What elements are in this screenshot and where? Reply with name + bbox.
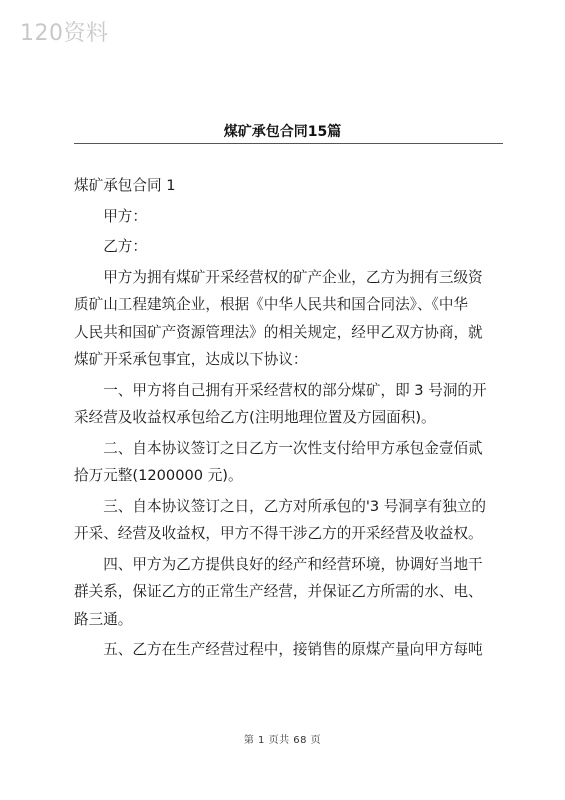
paragraph-line: 群关系，保证乙方的正常生产经营，并保证乙方所需的水、电、 bbox=[74, 583, 483, 600]
paragraph-line: 质矿山工程建筑企业，根据《中华人民共和国合同法》、《中华 bbox=[74, 296, 469, 313]
paragraph-clause-5 bbox=[74, 636, 506, 664]
paragraph-intro bbox=[74, 264, 506, 374]
paragraph-line: 二、自本协议签订之日乙方一次性支付给甲方承包金壹佰贰 bbox=[103, 439, 483, 457]
paragraph-clause-3 bbox=[74, 493, 506, 548]
paragraph-clause-4 bbox=[74, 551, 506, 634]
title-underline bbox=[74, 143, 503, 144]
page-footer: 第 1 页共 68 页 bbox=[243, 735, 322, 746]
paragraph-line: 采经营及收益权承包给乙方(注明地理位置及方园面积)。 bbox=[74, 409, 436, 426]
document-body bbox=[74, 172, 506, 667]
paragraph-line: 五、乙方在生产经营过程中，接销售的原煤产量向甲方每吨 bbox=[103, 641, 483, 658]
paragraph-line: 人民共和国矿产资源管理法》的相关规定，经甲乙双方协商，就 bbox=[74, 323, 483, 341]
paragraph-line: 开采、经营及收益权，甲方不得干涉乙方的开采经营及收益权。 bbox=[74, 525, 483, 542]
paragraph-line: 一、甲方将自己拥有开采经营权的部分煤矿，即 3 号洞的开 bbox=[103, 381, 487, 399]
document-title: 煤矿承包合同15篇 bbox=[223, 124, 342, 140]
paragraph-clause-2 bbox=[74, 435, 506, 490]
paragraph-line: 拾万元整(1200000 元)。 bbox=[74, 467, 243, 484]
party-a-label: 甲方： bbox=[103, 207, 147, 225]
paragraph-line: 四、甲方为乙方提供良好的经产和经营环境，协调好当地干 bbox=[103, 555, 483, 573]
party-b-label: 乙方： bbox=[103, 238, 147, 255]
section-heading: 煤矿承包合同 1 bbox=[74, 177, 176, 194]
paragraph-clause-1 bbox=[74, 377, 506, 432]
paragraph-line: 甲方为拥有煤矿开采经营权的矿产企业，乙方为拥有三级资 bbox=[103, 268, 483, 286]
paragraph-line: 路三通。 bbox=[74, 610, 133, 628]
paragraph-line: 煤矿开采承包事宜，达成以下协议： bbox=[74, 351, 308, 368]
watermark: 120资料 bbox=[20, 21, 109, 46]
paragraph-line: 三、自本协议签订之日，乙方对所承包的'3 号洞享有独立的 bbox=[103, 497, 486, 515]
